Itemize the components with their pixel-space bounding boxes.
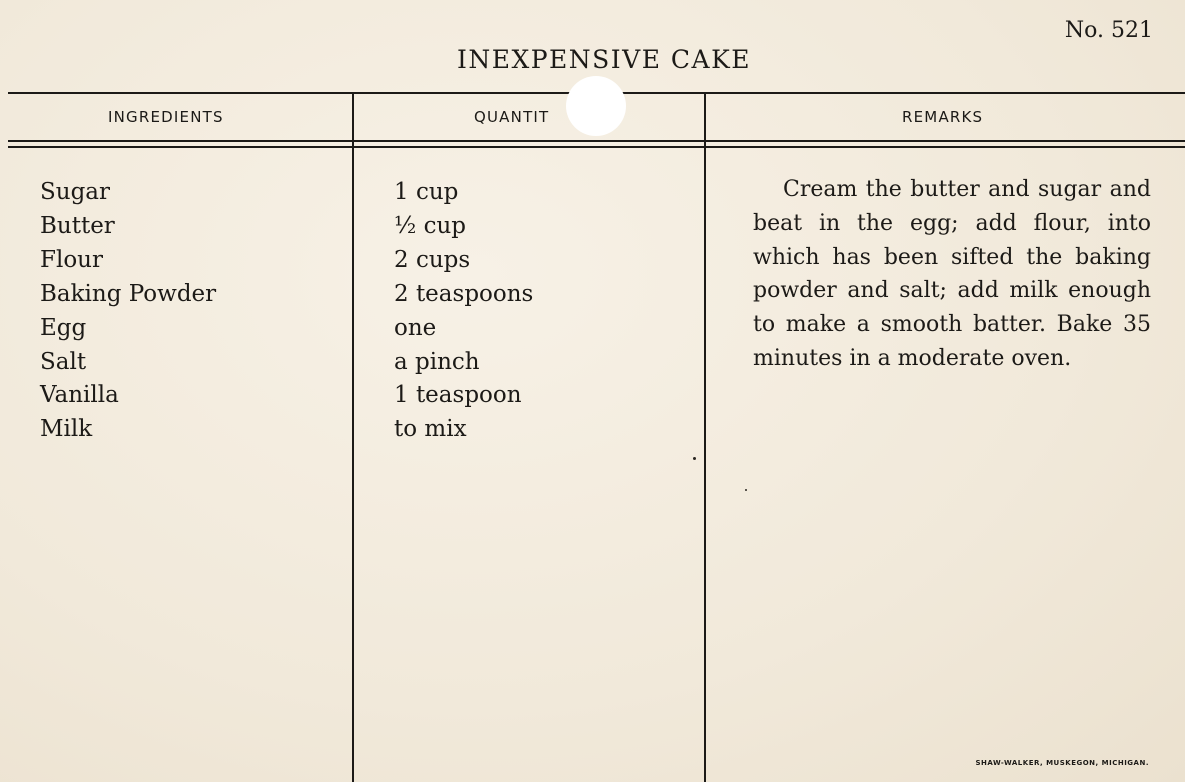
remarks-header: REMARKS (902, 108, 984, 126)
printer-imprint: SHAW-WALKER, MUSKEGON, MICHIGAN. (975, 759, 1149, 767)
ingredient-item: Butter (40, 212, 115, 239)
ingredient-item: Vanilla (40, 382, 119, 409)
column-divider-2 (704, 93, 706, 782)
quantity-header: QUANTIT (474, 108, 550, 126)
card-number: No. 521 (1064, 18, 1153, 43)
ingredient-item: Salt (40, 348, 87, 375)
quantity-item: 2 teaspoons (394, 280, 534, 307)
punch-hole (566, 76, 626, 136)
ingredient-item: Baking Powder (40, 280, 217, 307)
quantity-item: a pinch (394, 348, 480, 375)
header-bottom-rule-double (8, 146, 1185, 148)
quantity-item: one (394, 314, 437, 341)
paper-speck (693, 457, 696, 460)
recipe-title: INEXPENSIVE CAKE (456, 45, 752, 74)
paper-speck (745, 489, 747, 491)
quantities-list (394, 176, 533, 447)
ingredients-header: INGREDIENTS (108, 108, 224, 126)
quantity-item: ½ cup (394, 212, 467, 239)
ingredient-item: Milk (40, 416, 93, 443)
ingredient-item: Egg (40, 314, 87, 341)
quantity-item: 2 cups (394, 246, 471, 273)
column-divider-1 (352, 93, 354, 782)
ingredients-list (40, 176, 216, 447)
header-bottom-rule (8, 140, 1185, 142)
remarks-text: Cream the butter and sugar and beat in the egg; add flour, into which has been sifted the baking powder and salt; add milk enough to make a smooth batter. Bake 35 minutes in a moderate oven. (753, 177, 1151, 371)
ingredient-item: Sugar (40, 179, 110, 205)
ingredient-item: Flour (40, 246, 103, 273)
quantity-item: 1 teaspoon (394, 382, 522, 409)
quantity-item: to mix (394, 416, 467, 443)
quantity-item: 1 cup (394, 179, 459, 205)
